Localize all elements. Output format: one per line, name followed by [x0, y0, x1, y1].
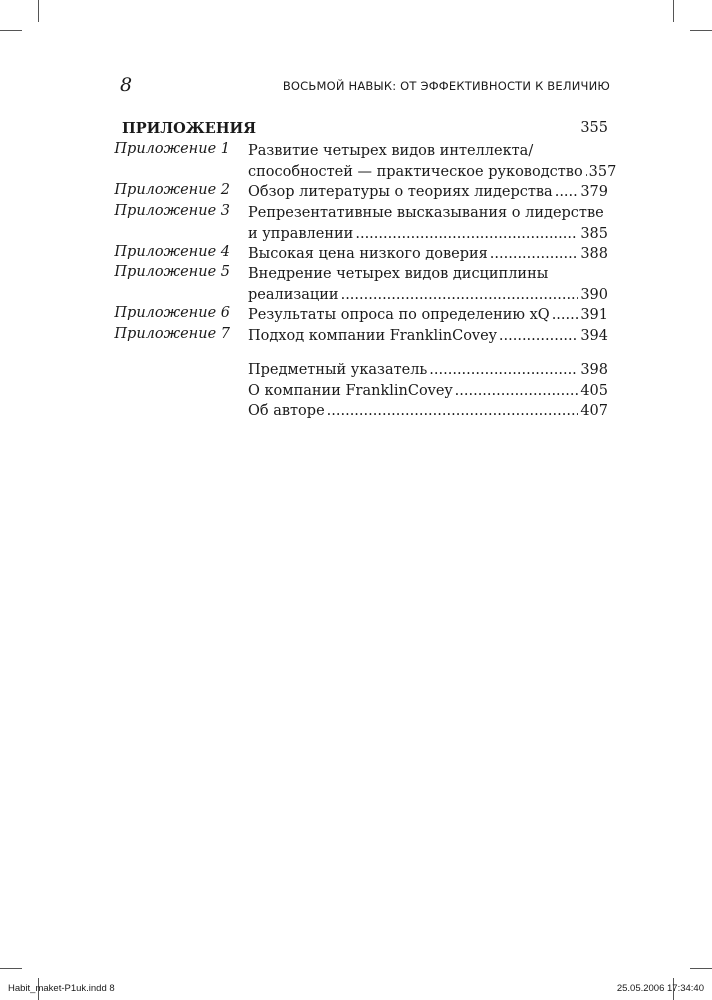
toc-entry-body [248, 401, 608, 422]
toc-entry-title: Результаты опроса по определению xQ [248, 307, 550, 323]
toc-entry-leader-line [248, 224, 608, 245]
toc-entry-body [248, 305, 608, 326]
toc-entry-page: 405 [580, 382, 608, 399]
toc-entry-page: 388 [580, 245, 608, 262]
crop-mark [690, 968, 712, 969]
section-page-number: 355 [580, 120, 608, 136]
toc-entry-leader-line [248, 381, 608, 402]
appendix-label: Приложение 1 [114, 141, 230, 157]
appendix-label: Приложение 7 [114, 325, 230, 342]
toc-entry-title: Обзор литературы о теориях лидерства [248, 184, 553, 200]
appendix-label: Приложение 2 [114, 182, 230, 198]
toc-entry-title-line: Репрезентативные высказывания о лидерстве [248, 204, 604, 221]
dot-leader [453, 381, 579, 402]
toc-entry-body [248, 326, 608, 347]
toc-entry-page: 357 [588, 164, 617, 180]
appendix-label: Приложение 3 [114, 202, 230, 219]
toc-entry-body [248, 264, 608, 306]
crop-mark [673, 0, 674, 22]
dot-leader [339, 285, 579, 306]
toc-entry-title: Предметный указатель [248, 362, 428, 378]
toc-entry-title: реализации [248, 287, 339, 303]
crop-mark [0, 968, 22, 969]
crop-mark [0, 30, 22, 31]
toc-entry-title: Высокая цена низкого доверия [248, 245, 488, 262]
crop-mark [690, 30, 712, 31]
toc-entry-title-line: Внедрение четырех видов дисциплины [248, 266, 549, 282]
dot-leader [553, 182, 579, 203]
dot-leader [353, 224, 578, 245]
footer-timestamp: 25.05.2006 17:34:40 [616, 983, 704, 994]
toc-entry-title: способностей — практическое руководство [248, 164, 583, 180]
toc-entry-leader-line [248, 401, 608, 422]
dot-leader [488, 244, 579, 265]
toc-entry-leader-line [248, 305, 608, 326]
toc-entry-page: 385 [580, 225, 608, 242]
section-title: ПРИЛОЖЕНИЯ [122, 120, 257, 137]
toc-entry-leader-line [248, 162, 617, 183]
page-number: 8 [120, 74, 133, 96]
toc-entry-page: 379 [580, 184, 608, 200]
toc-entry-leader-line [248, 285, 608, 306]
toc-entry-title: О компании FranklinCovey [248, 382, 453, 399]
toc-entry-page: 407 [580, 403, 608, 419]
toc-entry-title: Подход компании FranklinCovey [248, 327, 497, 344]
dot-leader [497, 326, 578, 347]
appendix-label: Приложение 5 [114, 264, 230, 280]
toc-entry-leader-line [248, 326, 608, 347]
toc-entry-leader-line [248, 244, 608, 265]
toc-entry-leader-line [248, 360, 608, 381]
toc-entry-body [248, 244, 608, 265]
dot-leader [325, 401, 579, 422]
toc-entry-page: 391 [580, 307, 608, 323]
toc-entry-body [248, 360, 608, 381]
toc-entry-body [248, 182, 608, 203]
toc-entry-body [248, 141, 617, 183]
dot-leader [550, 305, 579, 326]
footer-file-name: Habit_maket-P1uk.indd 8 [8, 983, 115, 994]
toc-entry-page: 390 [580, 287, 608, 303]
running-title: ВОСЬМОЙ НАВЫК: ОТ ЭФФЕКТИВНОСТИ К ВЕЛИЧИЮ [282, 79, 610, 93]
toc-entry-leader-line [248, 182, 608, 203]
appendix-label: Приложение 6 [114, 305, 230, 321]
toc-entry-page: 394 [580, 327, 608, 344]
dot-leader [427, 360, 578, 381]
toc-entry-page: 398 [580, 362, 608, 378]
appendix-label: Приложение 4 [114, 243, 230, 260]
toc-entry-title: Об авторе [248, 403, 325, 419]
toc-entry-title-line: Развитие четырех видов интеллекта/ [248, 143, 534, 159]
crop-mark [38, 0, 39, 22]
toc-entry-title: и управлении [248, 225, 354, 242]
toc-entry-body [248, 203, 608, 245]
toc-entry-body [248, 381, 608, 402]
